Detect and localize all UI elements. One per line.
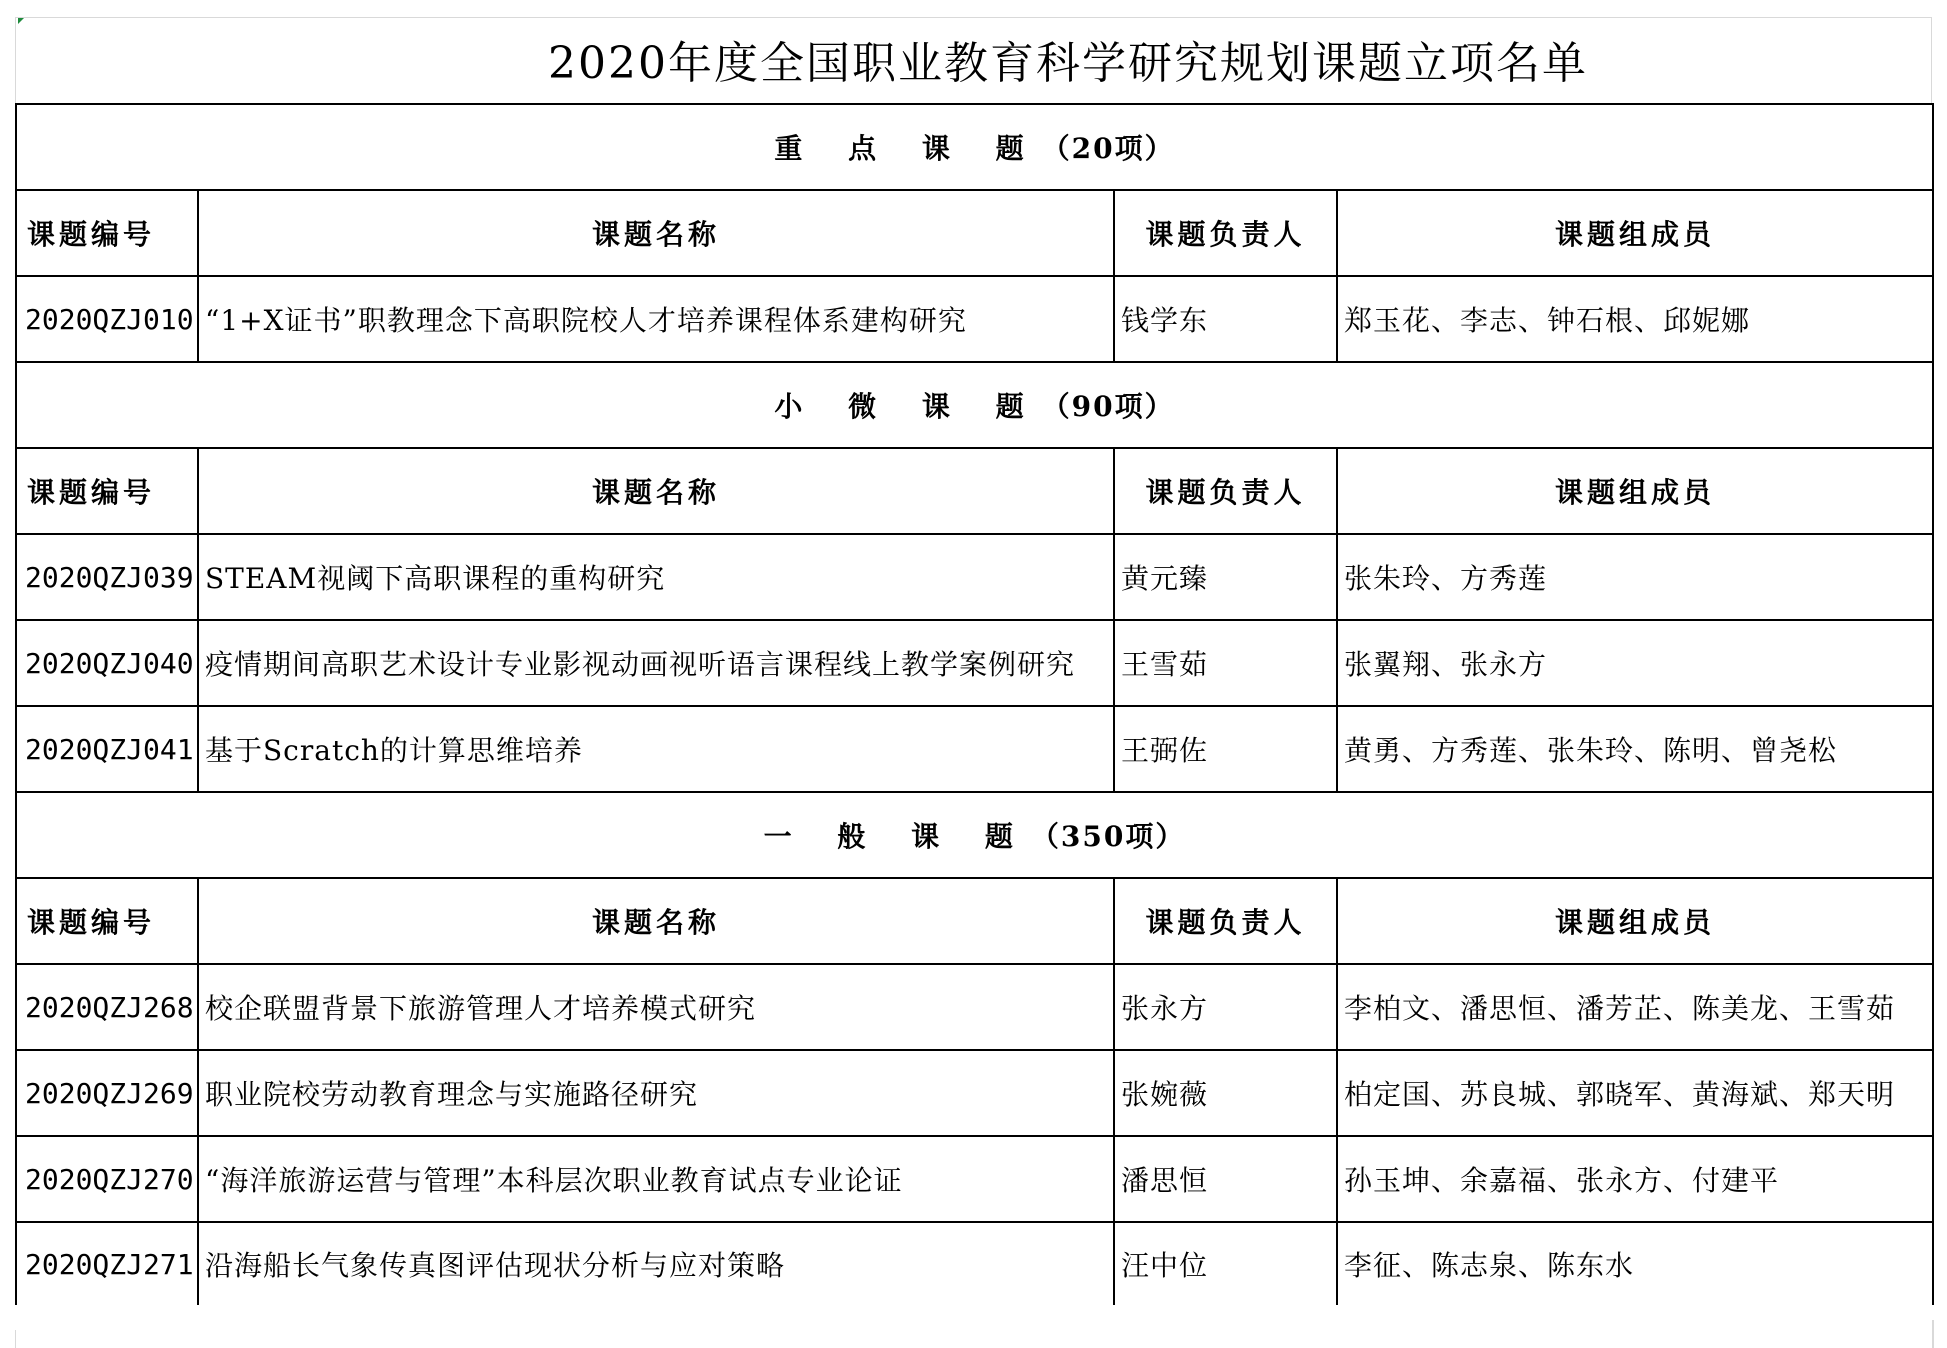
column-header-members[interactable]: 课题组成员 <box>1337 190 1933 276</box>
project-code-cell[interactable]: 2020QZJ010 <box>16 276 198 362</box>
project-members-cell[interactable]: 李柏文、潘思恒、潘芳芷、陈美龙、王雪茹 <box>1337 964 1933 1050</box>
table-row <box>16 964 1933 1050</box>
column-header-leader[interactable]: 课题负责人 <box>1114 878 1337 964</box>
project-name-cell[interactable]: 基于Scratch的计算思维培养 <box>198 706 1114 792</box>
section-label: 一 般 课 题 <box>763 820 1031 853</box>
project-members-cell[interactable]: 孙玉坤、余嘉福、张永方、付建平 <box>1337 1136 1933 1222</box>
project-name-cell[interactable]: 沿海船长气象传真图评估现状分析与应对策略 <box>198 1222 1114 1305</box>
project-name-cell[interactable]: “海洋旅游运营与管理”本科层次职业教育试点专业论证 <box>198 1136 1114 1222</box>
column-header-row <box>16 448 1933 534</box>
project-table <box>15 103 1934 1305</box>
section-title-cell[interactable] <box>16 104 1933 190</box>
section-header-row <box>16 104 1933 190</box>
column-header-row <box>16 878 1933 964</box>
project-leader-cell[interactable]: 王弼佐 <box>1114 706 1337 792</box>
project-leader-cell[interactable]: 潘思恒 <box>1114 1136 1337 1222</box>
project-code-cell[interactable]: 2020QZJ271 <box>16 1222 198 1305</box>
section-label: 小 微 课 题 <box>774 390 1042 423</box>
project-members-cell[interactable]: 黄勇、方秀莲、张朱玲、陈明、曾尧松 <box>1337 706 1933 792</box>
page-title: 2020年度全国职业教育科学研究规划课题立项名单 <box>548 38 1588 89</box>
project-members-cell[interactable]: 柏定国、苏良城、郭晓军、黄海斌、郑天明 <box>1337 1050 1933 1136</box>
project-leader-cell[interactable]: 汪中位 <box>1114 1222 1337 1305</box>
project-leader-cell[interactable]: 张永方 <box>1114 964 1337 1050</box>
project-code-cell[interactable]: 2020QZJ270 <box>16 1136 198 1222</box>
column-header-row <box>16 190 1933 276</box>
project-name-cell[interactable]: 疫情期间高职艺术设计专业影视动画视听语言课程线上教学案例研究 <box>198 620 1114 706</box>
column-header-code[interactable]: 课题编号 <box>16 448 198 534</box>
project-leader-cell[interactable]: 王雪茹 <box>1114 620 1337 706</box>
sheet-edge-right <box>1932 1320 1934 1348</box>
table-row <box>16 276 1933 362</box>
section-header-row <box>16 362 1933 448</box>
project-code-cell[interactable]: 2020QZJ269 <box>16 1050 198 1136</box>
project-leader-cell[interactable]: 黄元臻 <box>1114 534 1337 620</box>
column-header-members[interactable]: 课题组成员 <box>1337 878 1933 964</box>
project-name-cell[interactable]: “1+X证书”职教理念下高职院校人才培养课程体系建构研究 <box>198 276 1114 362</box>
section-count: （20项） <box>1041 132 1175 165</box>
project-code-cell[interactable]: 2020QZJ040 <box>16 620 198 706</box>
column-header-leader[interactable]: 课题负责人 <box>1114 190 1337 276</box>
project-name-cell[interactable]: 校企联盟背景下旅游管理人才培养模式研究 <box>198 964 1114 1050</box>
project-code-cell[interactable]: 2020QZJ268 <box>16 964 198 1050</box>
project-members-cell[interactable]: 张朱玲、方秀莲 <box>1337 534 1933 620</box>
column-header-code[interactable]: 课题编号 <box>16 878 198 964</box>
project-leader-cell[interactable]: 张婉薇 <box>1114 1050 1337 1136</box>
sheet-edge-left <box>15 1330 16 1348</box>
section-count: （350项） <box>1030 820 1186 853</box>
table-row <box>16 620 1933 706</box>
project-members-cell[interactable]: 张翼翔、张永方 <box>1337 620 1933 706</box>
table-row <box>16 1136 1933 1222</box>
column-header-leader[interactable]: 课题负责人 <box>1114 448 1337 534</box>
section-count: （90项） <box>1041 390 1175 423</box>
project-code-cell[interactable]: 2020QZJ039 <box>16 534 198 620</box>
column-header-name[interactable]: 课题名称 <box>198 448 1114 534</box>
section-label: 重 点 课 题 <box>774 132 1042 165</box>
column-header-code[interactable]: 课题编号 <box>16 190 198 276</box>
column-header-members[interactable]: 课题组成员 <box>1337 448 1933 534</box>
section-title-cell[interactable] <box>16 362 1933 448</box>
section-header-row <box>16 792 1933 878</box>
table-row <box>16 1222 1933 1305</box>
project-leader-cell[interactable]: 钱学东 <box>1114 276 1337 362</box>
column-header-name[interactable]: 课题名称 <box>198 190 1114 276</box>
project-members-cell[interactable]: 李征、陈志泉、陈东水 <box>1337 1222 1933 1305</box>
project-members-cell[interactable]: 郑玉花、李志、钟石根、邱妮娜 <box>1337 276 1933 362</box>
table-row <box>16 534 1933 620</box>
project-code-cell[interactable]: 2020QZJ041 <box>16 706 198 792</box>
project-name-cell[interactable]: 职业院校劳动教育理念与实施路径研究 <box>198 1050 1114 1136</box>
column-header-name[interactable]: 课题名称 <box>198 878 1114 964</box>
table-row <box>16 1050 1933 1136</box>
table-row <box>16 706 1933 792</box>
project-name-cell[interactable]: STEAM视阈下高职课程的重构研究 <box>198 534 1114 620</box>
section-title-cell[interactable] <box>16 792 1933 878</box>
